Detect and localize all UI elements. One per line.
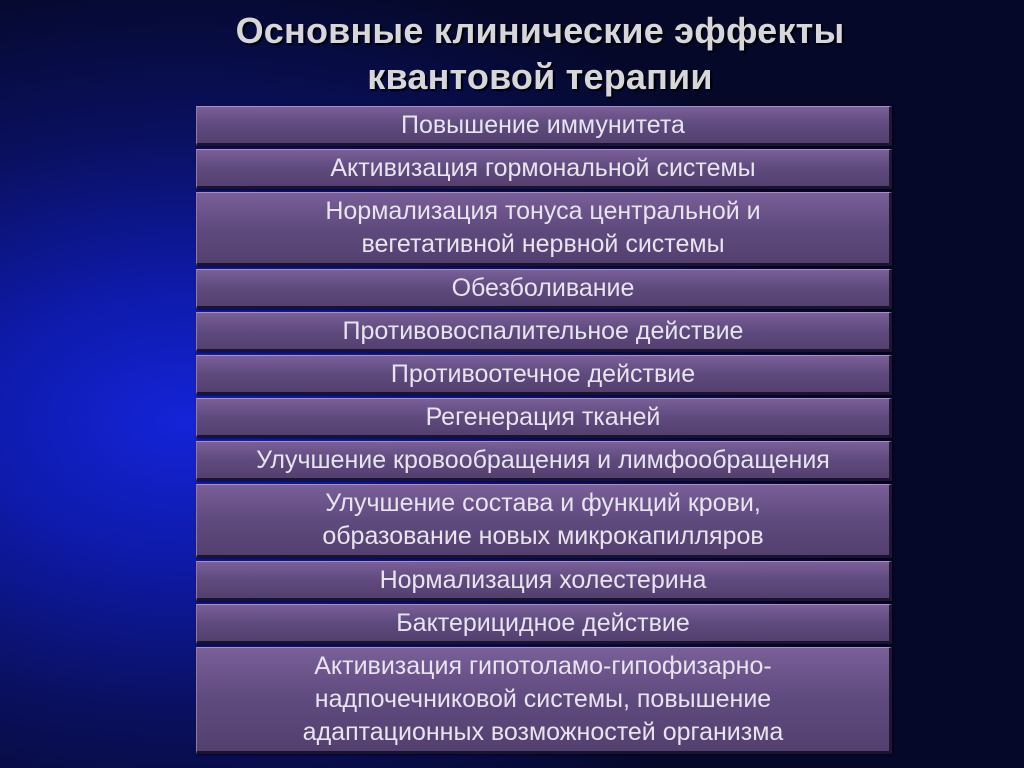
- effect-item-text: Улучшение состава и функций крови,: [325, 489, 761, 517]
- effect-item-text: Регенерация тканей: [425, 402, 661, 431]
- effect-item-text: Нормализация холестерина: [379, 565, 707, 594]
- effect-item-adaptation: [196, 647, 892, 754]
- effect-item-hormonal: [196, 149, 892, 189]
- effect-item-cholesterol: [196, 561, 892, 601]
- effect-item-circulation: [196, 441, 892, 481]
- effect-item-regeneration: [196, 398, 892, 438]
- effect-item-anti-edema: [196, 355, 892, 395]
- effect-item-text: Противоотечное действие: [390, 359, 696, 388]
- effect-item-nervous-system: [196, 192, 892, 266]
- effect-item-text: адаптационных возможностей организма: [302, 718, 784, 746]
- effects-list: [196, 106, 892, 757]
- effect-item-text: Повышение иммунитета: [401, 110, 685, 139]
- effect-item-text: Улучшение кровообращения и лимфообращения: [256, 445, 830, 474]
- effect-item-anti-inflammatory: [196, 312, 892, 352]
- slide-title-line-1: Основные клинические эффекты: [235, 10, 845, 51]
- effect-item-text: Обезболивание: [451, 273, 635, 302]
- effect-item-text: Активизация гипотоламо-гипофизарно-: [314, 652, 772, 680]
- effect-item-text: Бактерицидное действие: [396, 608, 690, 637]
- effect-item-analgesia: [196, 269, 892, 309]
- effect-item-bactericidal: [196, 604, 892, 644]
- effect-item-text: Активизация гормональной системы: [330, 153, 756, 182]
- effect-item-text: Противовоспалительное действие: [342, 316, 744, 345]
- effect-item-blood: [196, 484, 892, 558]
- effect-item-text: вегетативной нервной системы: [361, 230, 725, 258]
- slide-title-line-2: квантовой терапии: [367, 56, 713, 97]
- effect-item-text: Нормализация тонуса центральной и: [325, 197, 761, 225]
- effect-item-immunity: [196, 106, 892, 146]
- effect-item-text: надпочечниковой системы, повышение: [314, 685, 772, 713]
- slide-title: [150, 8, 930, 100]
- effect-item-text: образование новых микрокапилляров: [322, 522, 764, 550]
